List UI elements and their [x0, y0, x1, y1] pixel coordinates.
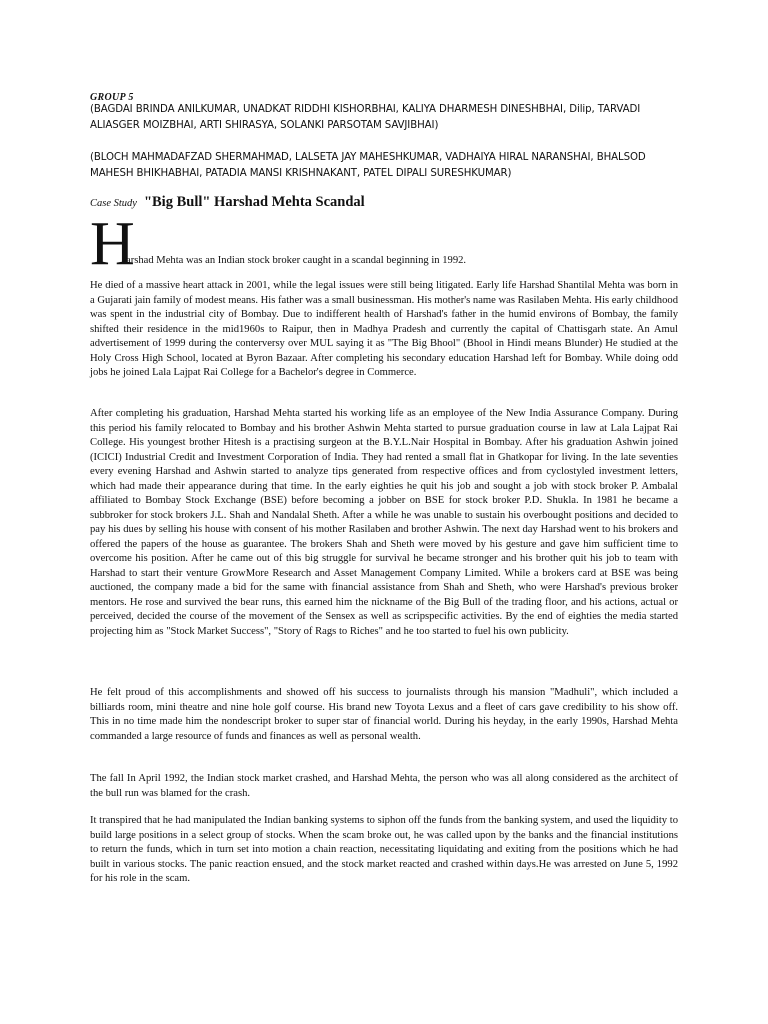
title-prefix: Case Study — [90, 198, 137, 209]
member-list-2: (BLOCH MAHMADAFZAD SHERMAHMAD, LALSETA JAY MAHESHKUMAR, VADHAIYA HIRAL NARANSHAI, BHALSOD MAHESH BHIKHABHAI, PATADIA MANSI KRISHNAKANT, PATEL DIPALI SURESHKUMAR) — [90, 152, 646, 179]
paragraph-early-life: He died of a massive heart attack in 2001, while the legal issues were still being litigated. Early life Harshad Shantilal Mehta was born in a Gujarati jain family of modest means. His father was a small businessman. His mother's name was Rasilaben Mehta. His early childhood was spent in the industrial city of Bombay. Due to indifferent health of Harshad's father in the humid environs of Bombay, the family shifted their residence in the mid1960s to Raipur, then in Madhya Pradesh and currently the capital of Chattisgarh state. An Amul advertisement of 1999 during the conterversy over MUL saying it as "The Big Bhool" (Bhool in Hindi means Blunder) He studied at the Holy Cross High School, located at Byron Bazaar. After completing his secondary education Harshad left for Bombay. While doing odd jobs he joined Lala Lajpat Rai College for a Bachelor's degree in Commerce. — [90, 280, 678, 378]
member-list-1: (BAGDAI BRINDA ANILKUMAR, UNADKAT RIDDHI KISHORBHAI, KALIYA DHARMESH DINESHBHAI, Dilip, TARVADI ALIASGER MOIZBHAI, ARTI SHIRASYA, SOLANKI PARSOTAM SAVJIBHAI) — [90, 104, 641, 131]
case-study-title — [90, 193, 365, 211]
paragraph-fall: The fall In April 1992, the Indian stock market crashed, and Harshad Mehta, the person who was all along considered as the architect of the bull run was blamed for the crash. — [90, 773, 678, 799]
drop-cap-letter: H — [90, 210, 135, 278]
intro-sentence: arshad Mehta was an Indian stock broker caught in a scandal beginning in 1992. — [126, 255, 467, 266]
paragraph-career: After completing his graduation, Harshad Mehta started his working life as an employee of the New India Assurance Company. During this period his family relocated to Bombay and his brother Ashwin Mehta started to pursue graduation course in law at Lala Lajpat Rai College. His youngest brother Hitesh is a practising surgeon at the B.Y.L.Nair Hospital in Bombay. After his graduation Ashwin joined (ICICI) Industrial Credit and Investment Corporation of India. They had rented a small flat in Ghatkopar for living. In the late seventies every evening Harshad and Ashwin started to analyze tips generated from respective offices and from cyclostyled investment letters, which had made their appearance during that time. In the early eighties he quit his job and sought a job with stock broker P. Ambalal affiliated to Bombay Stock Exchange (BSE) before becoming a jobber on BSE for stock broker P.D. Shukla. In 1981 he became a subbroker for stock brokers J.L. Shah and Nandalal Sheth. After a while he was unable to sustain his overbought positions and decided to pay his dues by selling his house with consent of his mother Rasilaben and brother Ashwin. The next day Harshad went to his brokers and offered the papers of the house as guarantee. The brokers Shah and Sheth were moved by his gesture and gave him sufficient time to overcome his position. After he came out of this big struggle for survival he became stronger and his brother quit his job to team with Harshad to start their venture GrowMore Research and Asset Management Company Limited. While a brokers card at BSE was being auctioned, the company made a bid for the same with financial assistance from Shah and Sheth, who were Harshad's previous broker mentors. He rose and survived the bear runs, this earned him the nickname of the Big Bull of the trading floor, and his actions, actual or perceived, decided the course of the movement of the Sensex as well as scripspecific activities. By the end of eighties the media started projecting him as "Stock Market Success", "Story of Rags to Riches" and he too started to fuel his own publicity. — [90, 408, 678, 637]
page-title: "Big Bull" Harshad Mehta Scandal — [143, 194, 365, 210]
paragraph-success: He felt proud of this accomplishments and showed off his success to journalists through his mansion "Madhuli", which included a billiards room, mini theatre and nine hole golf course. His brand new Toyota Lexus and a fleet of cars gave credibility to his show off. This in no time made him the nondescript broker to super star of financial world. During his heyday, in the early 1990s, Harshad Mehta commanded a large resource of funds and finances as well as personal wealth. — [90, 687, 678, 742]
paragraph-scam: It transpired that he had manipulated the Indian banking systems to siphon off the funds from the banking system, and used the liquidity to build large positions in a select group of stocks. When the scam broke out, he was called upon by the banks and the financial institutions to return the funds, which in turn set into motion a chain reaction, necessitating liquidating and exiting from the positions which he had built in various stocks. The panic reaction ensued, and the stock market reacted and crashed within days.He was arrested on June 5, 1992 for his role in the scam. — [90, 815, 678, 884]
group-label: GROUP 5 — [90, 92, 134, 103]
